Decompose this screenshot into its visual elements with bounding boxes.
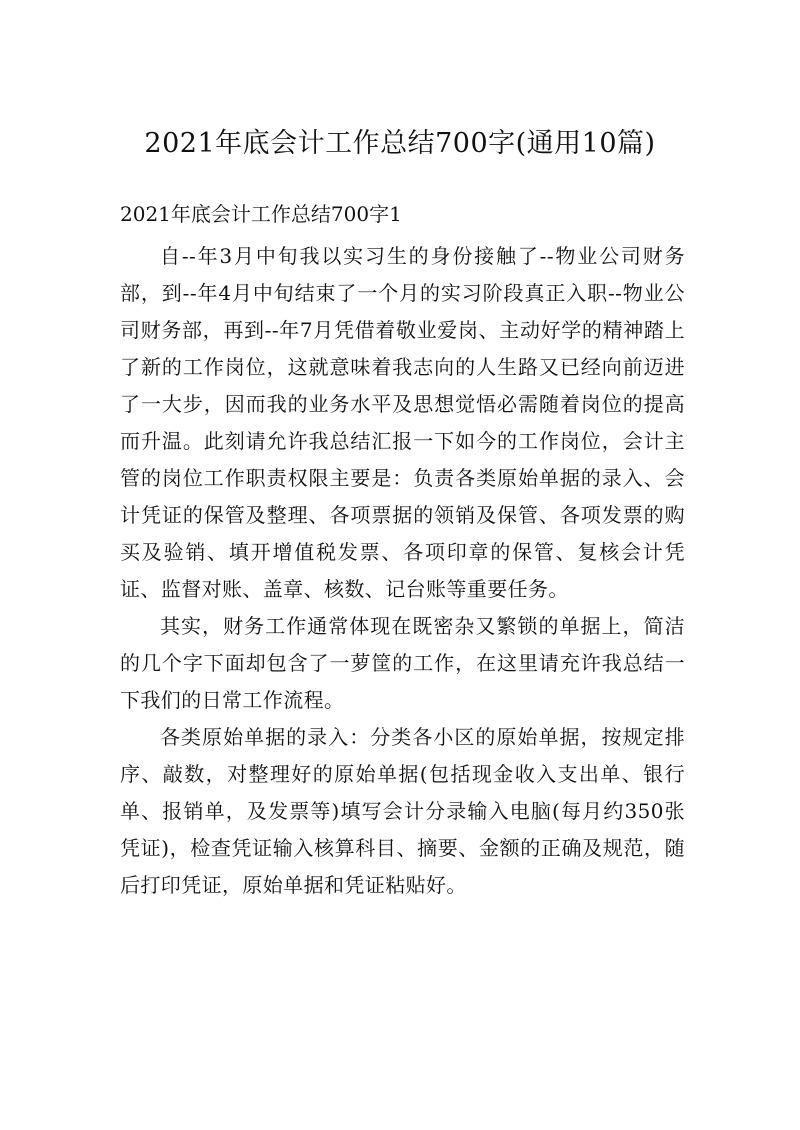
paragraph: 其实，财务工作通常体现在既密杂又繁锁的单据上，简洁的几个字下面却包含了一萝筐的工作，在这里请充许我总结一下我们的日常工作流程。 bbox=[120, 614, 685, 712]
document-body bbox=[120, 238, 685, 904]
document-title: 2021年底会计工作总结700字(通用10篇) bbox=[144, 128, 656, 159]
paragraph: 各类原始单据的录入：分类各小区的原始单据，按规定排序、敲数，对整理好的原始单据(包括现金收入支出单、银行单、报销单，及发票等)填写会计分录输入电脑(每月约350张凭证)，检查凭证输入核算科目、摘要、金额的正确及规范，随后打印凭证，原始单据和凭证粘贴好。 bbox=[120, 725, 685, 897]
paragraph: 自--年3月中旬我以实习生的身份接触了--物业公司财务部，到--年4月中旬结束了一个月的实习阶段真正入职--物业公司财务部，再到--年7月凭借着敬业爱岗、主动好学的精神踏上了新的工作岗位，这就意味着我志向的人生路又已经向前迈进了一大步，因而我的业务水平及思想觉悟必需随着岗位的提高而升温。此刻请允许我总结汇报一下如今的工作岗位，会计主管的岗位工作职责权限主要是：负责各类原始单据的录入、会计凭证的保管及整理、各项票据的领销及保管、各项发票的购买及验销、填开增值税发票、各项印章的保管、复核会计凭证、监督对账、盖章、核数、记台账等重要任务。 bbox=[120, 244, 685, 601]
section-heading: 2021年底会计工作总结700字1 bbox=[120, 202, 402, 226]
